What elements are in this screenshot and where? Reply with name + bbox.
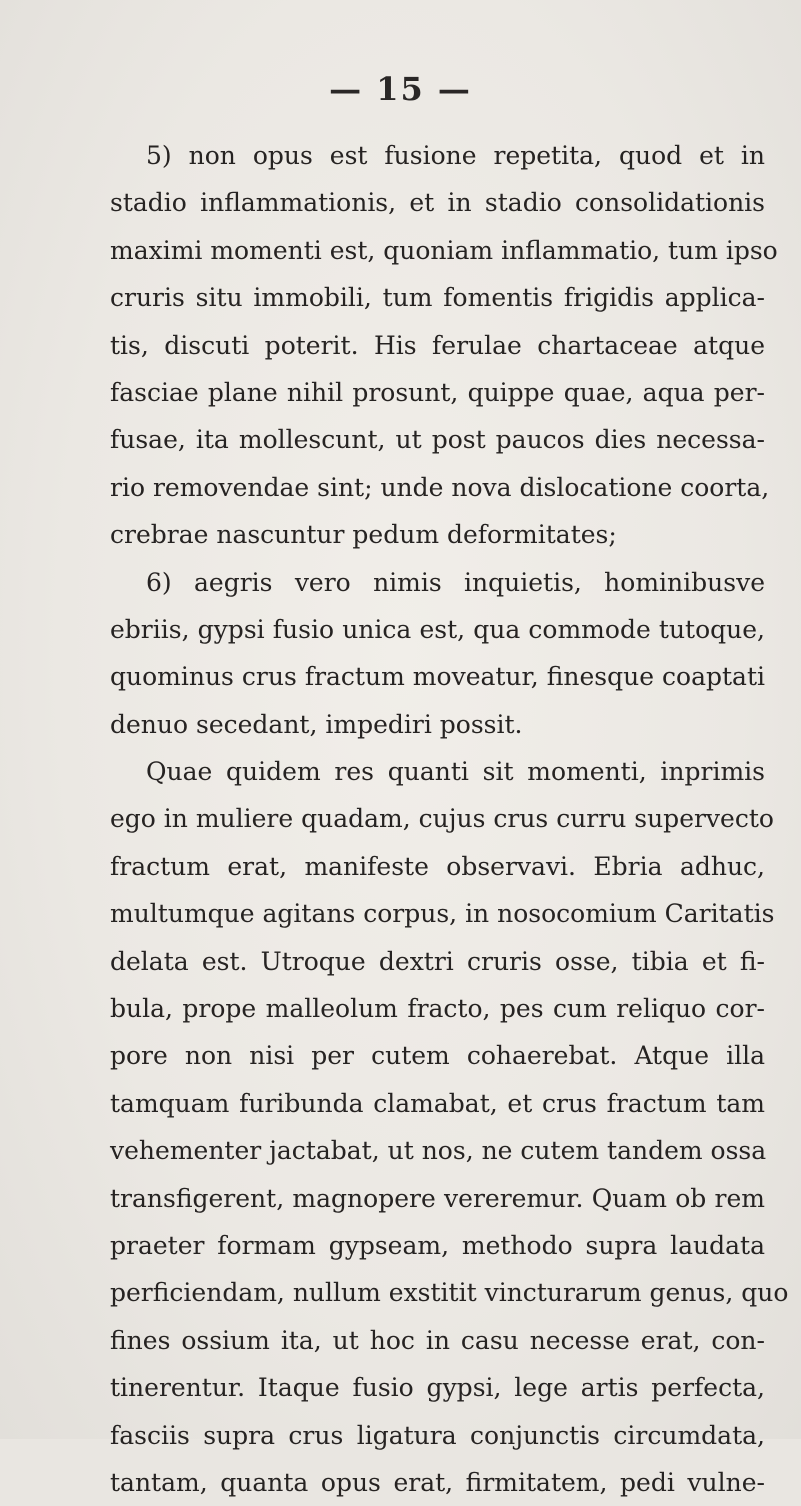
text-line: fasciae plane nihil prosunt, quippe quae, aqua per- <box>110 377 765 407</box>
paragraph-6 <box>110 559 765 749</box>
text-line: quominus crus fractum moveatur, finesque coaptati <box>110 662 765 692</box>
text-body <box>110 132 789 1506</box>
text-line: tantam, quanta opus erat, firmitatem, pedi vulne- <box>110 1467 765 1497</box>
text-line: pore non nisi per cutem cohaerebat. Atque illa <box>110 1041 765 1071</box>
text-line: fractum erat, manifeste observavi. Ebria adhuc, <box>110 851 765 881</box>
text-line: transfigerent, magnopere vereremur. Quam ob rem <box>110 1183 765 1213</box>
text-line: 5) non opus est fusione repetita, quod et in <box>146 141 765 170</box>
text-line: cruris situ immobili, tum fomentis frigidis applica- <box>110 283 765 313</box>
text-line: perficiendam, nullum exstitit vincturarum genus, quo <box>110 1278 789 1308</box>
text-line: tinerentur. Itaque fusio gypsi, lege artis perfecta, <box>110 1373 765 1403</box>
page-number: — 15 — <box>329 70 472 108</box>
text-line: multumque agitans corpus, in nosocomium Caritatis <box>110 899 775 929</box>
text-line: ego in muliere quadam, cujus crus curru supervecto <box>110 804 774 834</box>
text-line: bula, prope malleolum fracto, pes cum reliquo cor- <box>110 994 765 1024</box>
text-line: denuo secedant, impediri possit. <box>110 709 523 739</box>
paragraph-5 <box>110 132 778 559</box>
text-line: tis, discuti poterit. His ferulae chartaceae atque <box>110 330 765 360</box>
text-line: crebrae nascuntur pedum deformitates; <box>110 520 617 550</box>
text-line: praeter formam gypseam, methodo supra laudata <box>110 1230 765 1260</box>
text-line: stadio inflammationis, et in stadio consolidationis <box>110 188 765 218</box>
text-line: fusae, ita mollescunt, ut post paucos dies necessa- <box>110 425 765 455</box>
text-line: maximi momenti est, quoniam inflammatio, tum ipso <box>110 235 778 265</box>
text-line: tamquam furibunda clamabat, et crus fractum tam <box>110 1088 765 1118</box>
text-line: fasciis supra crus ligatura conjunctis circumdata, <box>110 1420 765 1450</box>
text-line: delata est. Utroque dextri cruris osse, tibia et fi- <box>110 946 765 976</box>
text-line: vehementer jactabat, ut nos, ne cutem tandem ossa <box>110 1136 767 1166</box>
text-line: 6) aegris vero nimis inquietis, hominibusve <box>146 567 765 597</box>
text-line: fines ossium ita, ut hoc in casu necesse erat, con- <box>110 1325 765 1355</box>
paragraph-observation <box>110 748 789 1506</box>
text-line: rio removendae sint; unde nova dislocatione coorta, <box>110 472 770 502</box>
text-line: ebriis, gypsi fusio unica est, qua commode tutoque, <box>110 614 765 644</box>
text-line: Quae quidem res quanti sit momenti, inprimis <box>146 757 765 787</box>
